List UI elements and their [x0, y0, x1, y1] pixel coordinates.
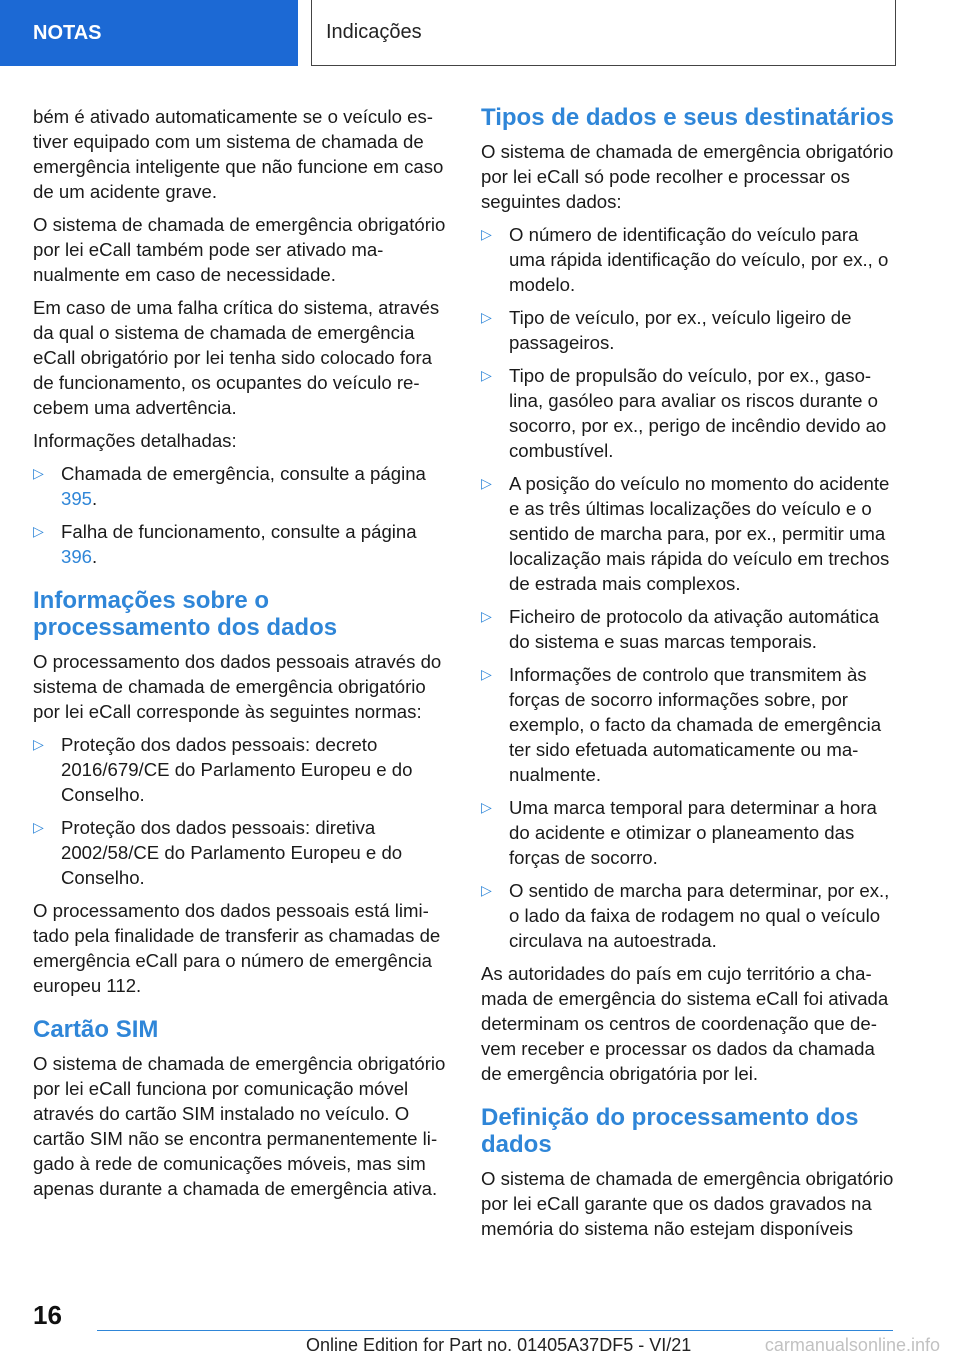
- list-item: ▷ Falha de funcionamento, consulte a página 396.: [33, 521, 417, 567]
- list-item: [33, 815, 449, 890]
- triangle-bullet-icon: ▷: [481, 367, 492, 383]
- triangle-bullet-icon: ▷: [481, 475, 492, 491]
- triangle-bullet-icon: ▷: [33, 465, 44, 481]
- triangle-bullet-icon: ▷: [481, 882, 492, 898]
- paragraph: As autoridades do país em cujo território a chamada de emergência do sistema eCall foi ativada determinam os centros de coordenação que devem receber e processar os dados da chamada de emergência obrigatória por lei.: [481, 963, 889, 1084]
- page-link-396[interactable]: 396: [61, 546, 93, 567]
- paragraph: O processamento dos dados pessoais está limitado pela finalidade de transferir as chamadas de emergência eCall para o número de emergência europeu 112.: [33, 900, 441, 996]
- norms-list: [33, 732, 449, 890]
- page-number: 16: [33, 1300, 62, 1330]
- paragraph: O sistema de chamada de emergência obrigatório por lei eCall só pode recolher e processar os seguintes dados:: [481, 141, 894, 212]
- paragraph: O sistema de chamada de emergência obrigatório por lei eCall também pode ser ativado manualmente em caso de necessidade.: [33, 214, 446, 285]
- footer-divider: [97, 1330, 893, 1331]
- list-item-text: O sentido de marcha para determinar, por ex., o lado da faixa de rodagem no qual o veículo circulava na autoestrada.: [509, 880, 890, 951]
- list-item-text: Chamada de emergência, consulte a página: [61, 463, 426, 484]
- list-item-text: Falha de funcionamento, consulte a página: [61, 521, 417, 542]
- list-item: ▷ Chamada de emergência, consulte a página 395.: [33, 463, 426, 509]
- list-item-text: Tipo de propulsão do veículo, por ex., gasolina, gasóleo para avaliar os riscos durante o socorro, por ex., perigo de incêndio devido ao combustível.: [509, 365, 887, 461]
- list-item: [481, 878, 897, 953]
- section-tab: NOTAS: [0, 0, 298, 66]
- list-item-text: Uma marca temporal para determinar a hora do acidente e otimizar o planeamento das forças de socorro.: [509, 797, 877, 868]
- right-column: [481, 104, 897, 1249]
- edition-info: Online Edition for Part no. 01405A37DF5 - VI/21: [306, 1335, 692, 1355]
- list-item: [481, 795, 897, 870]
- paragraph: Em caso de uma falha crítica do sistema, através da qual o sistema de chamada de emergência eCall obrigatório por lei tenha sido colocado fora de funcionamento, os ocupantes do veículo recebem uma advertência.: [33, 297, 440, 418]
- page-link-395[interactable]: 395: [61, 488, 93, 509]
- list-item: [33, 732, 449, 807]
- section-heading: Informações sobre o processamento dos dados: [33, 587, 338, 641]
- triangle-bullet-icon: ▷: [481, 309, 492, 325]
- watermark: carmanualsonline.info: [764, 1335, 940, 1355]
- list-item: [481, 471, 897, 596]
- triangle-bullet-icon: ▷: [481, 226, 492, 242]
- list-item: [481, 662, 897, 787]
- list-item-text: Proteção dos dados pessoais: decreto 2016/679/CE do Parlamento Europeu e do Conselho.: [61, 734, 413, 805]
- paragraph: O processamento dos dados pessoais através do sistema de chamada de emergência obrigatório por lei eCall corresponde às seguintes normas:: [33, 651, 442, 722]
- list-item-text: Tipo de veículo, por ex., veículo ligeiro de passageiros.: [509, 307, 852, 353]
- triangle-bullet-icon: ▷: [481, 666, 492, 682]
- list-item: [481, 305, 897, 355]
- list-item: [481, 604, 897, 654]
- paragraph: bém é ativado automaticamente se o veículo estiver equipado com um sistema de chamada de emergência inteligente que não funcione em caso de um acidente grave.: [33, 106, 444, 202]
- triangle-bullet-icon: ▷: [33, 523, 44, 539]
- chapter-title: Indicações: [311, 0, 896, 66]
- paragraph: Informações detalhadas:: [33, 430, 237, 451]
- section-heading: Tipos de dados e seus destinatários: [481, 104, 895, 131]
- list-item-text: Proteção dos dados pessoais: diretiva 2002/58/CE do Parlamento Europeu e do Conselho.: [61, 817, 403, 888]
- page-header: [0, 0, 960, 66]
- data-types-list: [481, 222, 897, 953]
- triangle-bullet-icon: ▷: [33, 819, 44, 835]
- paragraph: O sistema de chamada de emergência obrigatório por lei eCall funciona por comunicação móvel através do cartão SIM instalado no veículo. O cartão SIM não se encontra permanentemente ligado à rede de comunicações móveis, mas sim apenas durante a chamada de emergência ativa.: [33, 1053, 446, 1199]
- paragraph: O sistema de chamada de emergência obrigatório por lei eCall garante que os dados gravados na memória do sistema não estejam disponíveis: [481, 1168, 894, 1239]
- list-item-text: O número de identificação do veículo para uma rápida identificação do veículo, por ex., o modelo.: [509, 224, 889, 295]
- list-item-text: Informações de controlo que transmitem às forças de socorro informações sobre, por exemplo, o facto da chamada de emergência ter sido efetuada automaticamente ou manualmente.: [509, 664, 882, 785]
- list-item: [481, 222, 897, 297]
- section-heading: Definição do processamento dos dados: [481, 1104, 859, 1158]
- triangle-bullet-icon: ▷: [481, 608, 492, 624]
- list-item-text: A posição do veículo no momento do acidente e as três últimas localizações do veículo e o sentido de marcha para, por ex., permitir uma localização mais rápida do veículo em trechos de estrada mais complexos.: [509, 473, 890, 594]
- list-item-text: Ficheiro de protocolo da ativação automática do sistema e suas marcas temporais.: [509, 606, 880, 652]
- left-column: [33, 104, 449, 1209]
- list-item: [481, 363, 897, 463]
- triangle-bullet-icon: ▷: [33, 736, 44, 752]
- reference-list: [33, 461, 449, 569]
- triangle-bullet-icon: ▷: [481, 799, 492, 815]
- section-heading: Cartão SIM: [33, 1016, 159, 1043]
